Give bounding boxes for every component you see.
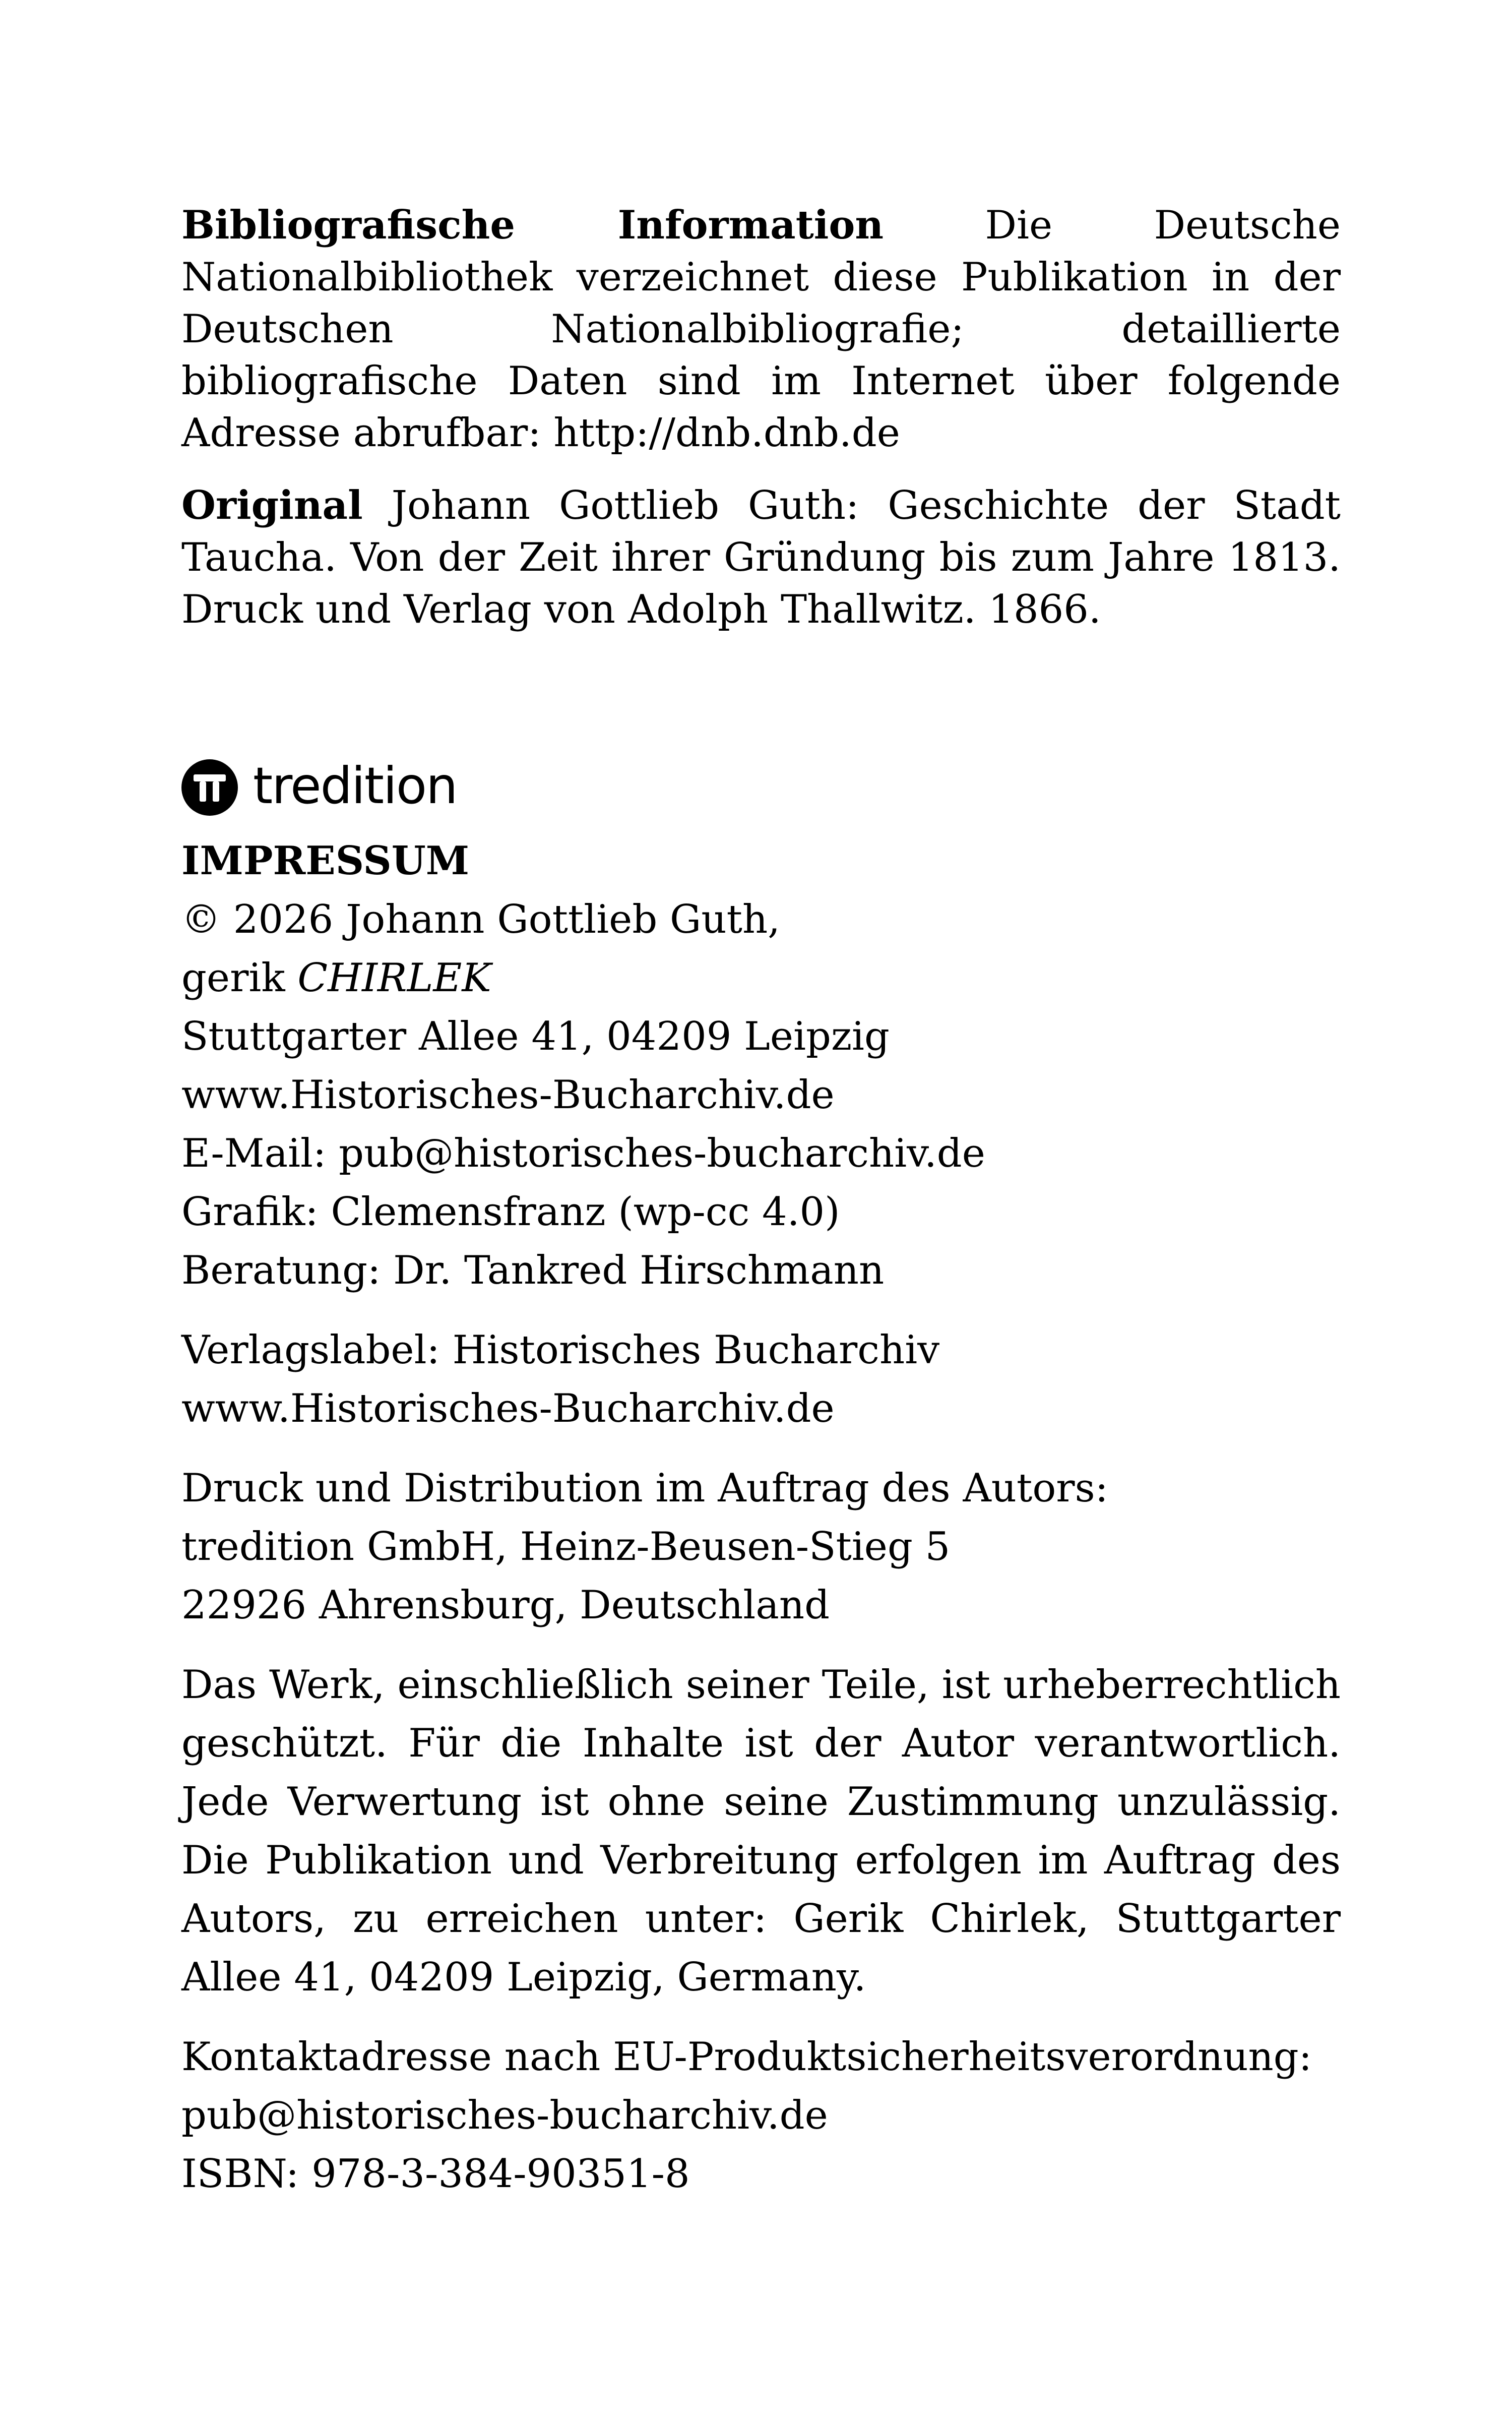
editor-name: CHIRLEK — [297, 955, 491, 1001]
distribution-line-1: Druck und Distribution im Auftrag des Autors: — [181, 1466, 1108, 1511]
tredition-logo-icon — [181, 759, 238, 816]
website-line: www.Historisches-Bucharchiv.de — [181, 1072, 835, 1118]
distribution-line-3: 22926 Ahrensburg, Deutschland — [181, 1583, 830, 1628]
impressum-section — [181, 832, 1366, 2203]
bibliographic-paragraph — [181, 199, 1341, 459]
contact-line-2: pub@historisches-bucharchiv.de — [181, 2093, 828, 2138]
editor-prefix: gerik — [181, 955, 298, 1001]
address-line: Stuttgarter Allee 41, 04209 Leipzig — [181, 1014, 890, 1059]
bibliographic-section — [181, 199, 1341, 636]
impressum-heading: IMPRESSUM — [181, 838, 470, 884]
label-website-line: www.Historisches-Bucharchiv.de — [181, 1386, 835, 1431]
email-line: E-Mail: pub@historisches-bucharchiv.de — [181, 1131, 985, 1176]
original-text: Johann Gottlieb Guth: Geschichte der Stadt Taucha. Von der Zeit ihrer Gründung bis zum Jahre 1813. Druck und Verlag von Adolph Thallwitz. 1866. — [181, 483, 1341, 632]
publisher-logo — [181, 752, 457, 823]
copyright-notice: Das Werk, einschließlich seiner Teile, ist urheberrechtlich geschützt. Für die Inhalte ist der Autor verantwortlich. Jede Verwertung ist ohne seine Zustimmung unzulässig. Die Publikation und Verbreitung erfolgen im Auftrag des Autors, zu erreichen unter: Gerik Chirlek, Stuttgarter Allee 41, 04209 Leipzig, Germany. — [181, 1662, 1341, 2000]
publisher-name: tredition — [253, 756, 457, 815]
advice-line: Beratung: Dr. Tankred Hirschmann — [181, 1248, 885, 1293]
distribution-line-2: tredition GmbH, Heinz-Beusen-Stieg 5 — [181, 1524, 951, 1569]
contact-line-1: Kontaktadresse nach EU-Produktsicherheitsverordnung: — [181, 2034, 1312, 2080]
bibliographic-text: Die Deutsche Nationalbibliothek verzeichnet diese Publikation in der Deutschen Nationalbibliografie; detaillierte bibliografische Daten sind im Internet über folgende Adresse abrufbar: http://dnb.dnb.de — [181, 203, 1341, 456]
bibliographic-heading: Bibliografische Information — [181, 202, 884, 248]
editor-line — [181, 949, 1366, 1007]
original-heading: Original — [181, 482, 363, 528]
label-line: Verlagslabel: Historisches Bucharchiv — [181, 1327, 940, 1373]
graphics-line: Grafik: Clemensfranz (wp-cc 4.0) — [181, 1189, 840, 1235]
isbn-line: ISBN: 978-3-384-90351-8 — [181, 2151, 690, 2197]
copyright-line: © 2026 Johann Gottlieb Guth, — [181, 897, 780, 942]
original-paragraph — [181, 479, 1341, 636]
